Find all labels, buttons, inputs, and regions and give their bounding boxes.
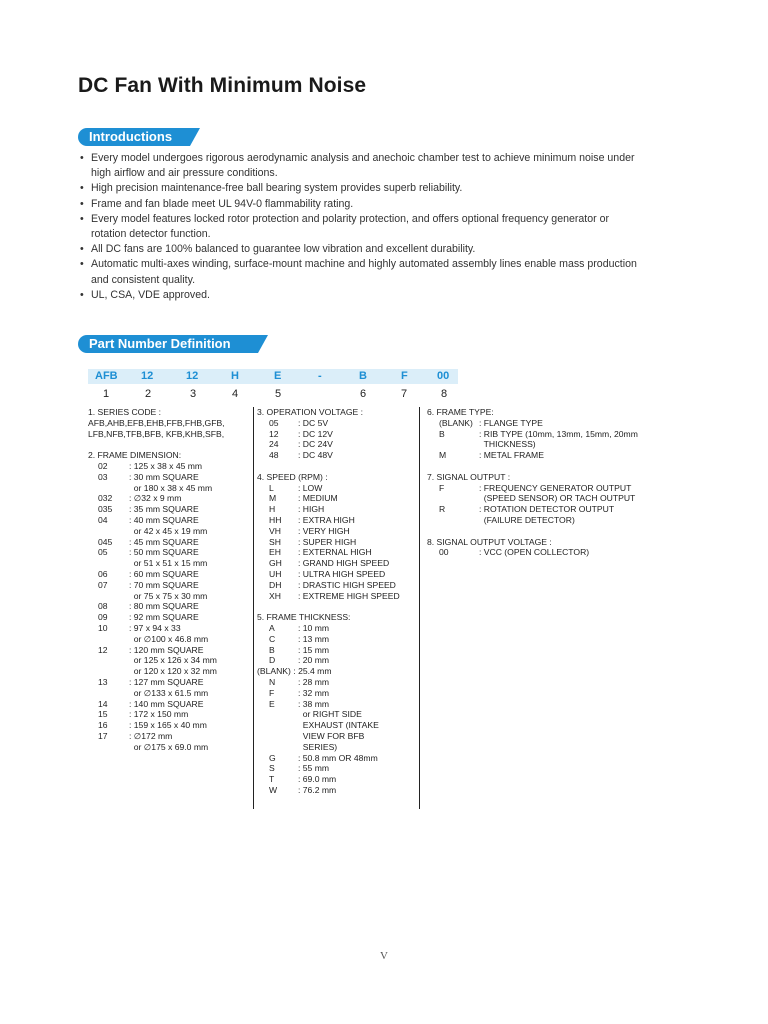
definition-row bbox=[88, 526, 248, 537]
definition-heading-text: AFB,AHB,EFB,EHB,FFB,FHB,GFB, bbox=[88, 417, 225, 428]
definition-value: (FAILURE DETECTOR) bbox=[479, 514, 575, 525]
definition-row bbox=[427, 439, 657, 450]
definition-code: D bbox=[269, 655, 276, 666]
definition-row bbox=[427, 429, 657, 440]
definition-heading-text: 6. FRAME TYPE: bbox=[427, 407, 494, 417]
list-item: • All DC fans are 100% balanced to guarantee low vibration and excellent durability. bbox=[80, 242, 640, 257]
definition-row bbox=[88, 547, 248, 558]
list-item: • Frame and fan blade meet UL 94V-0 flammability rating. bbox=[80, 197, 640, 212]
definition-row bbox=[427, 461, 657, 472]
definition-row bbox=[427, 547, 657, 558]
definition-code: C bbox=[269, 633, 276, 644]
definition-value: : DC 24V bbox=[298, 439, 333, 450]
part-number-definition-header: Part Number Definition bbox=[78, 335, 258, 353]
definition-row bbox=[257, 569, 417, 580]
definition-value: : 140 mm SQUARE bbox=[129, 698, 204, 709]
definition-row bbox=[257, 493, 417, 504]
definition-row bbox=[88, 537, 248, 548]
definition-row bbox=[88, 645, 248, 656]
definition-value: or 75 x 75 x 30 mm bbox=[129, 590, 208, 601]
definition-row bbox=[88, 472, 248, 483]
definition-heading-text: LFB,NFB,TFB,BFB, KFB,KHB,SFB, bbox=[88, 428, 225, 439]
definition-row bbox=[257, 753, 417, 764]
definition-row bbox=[257, 418, 417, 429]
definition-row bbox=[88, 439, 248, 450]
definition-row bbox=[257, 526, 417, 537]
definition-row bbox=[88, 461, 248, 472]
definition-value: or 120 x 120 x 32 mm bbox=[129, 666, 217, 677]
definition-code: 12 bbox=[269, 428, 279, 439]
part-code-signal-voltage: 00 bbox=[437, 370, 450, 382]
definition-row bbox=[427, 450, 657, 461]
definition-value: SERIES) bbox=[298, 741, 338, 752]
definition-value: or ∅100 x 46.8 mm bbox=[129, 633, 209, 644]
definition-row bbox=[88, 504, 248, 515]
definition-value: : ∅32 x 9 mm bbox=[129, 493, 182, 504]
definition-heading-text: (BLANK) : 25.4 mm bbox=[257, 666, 332, 677]
definition-value: : VCC (OPEN COLLECTOR) bbox=[479, 547, 590, 558]
definition-row bbox=[257, 763, 417, 774]
definition-row bbox=[88, 666, 248, 677]
definition-row bbox=[257, 785, 417, 796]
definition-value: : FLANGE TYPE bbox=[479, 417, 543, 428]
definition-column-3 bbox=[427, 407, 657, 558]
definition-value: : DC 48V bbox=[298, 450, 333, 461]
definition-value: : EXTREME HIGH SPEED bbox=[298, 590, 400, 601]
definition-value: : SUPER HIGH bbox=[298, 536, 357, 547]
definition-code: F bbox=[269, 687, 275, 698]
definition-value: : MEDIUM bbox=[298, 493, 338, 504]
definition-row bbox=[88, 515, 248, 526]
definition-code: DH bbox=[269, 579, 282, 590]
definition-row bbox=[257, 742, 417, 753]
definition-row bbox=[88, 720, 248, 731]
definition-row bbox=[88, 623, 248, 634]
definition-value: : EXTERNAL HIGH bbox=[298, 547, 372, 558]
column-divider bbox=[419, 407, 420, 809]
definition-heading bbox=[257, 472, 417, 483]
definition-value: : 97 x 94 x 33 bbox=[129, 622, 181, 633]
part-code-series: AFB bbox=[95, 370, 118, 382]
definition-value: : 40 mm SQUARE bbox=[129, 514, 199, 525]
definition-value: : 30 mm SQUARE bbox=[129, 471, 199, 482]
definition-code: 035 bbox=[98, 504, 113, 515]
definition-row bbox=[88, 742, 248, 753]
definition-value: : 28 mm bbox=[298, 676, 330, 687]
page-number: V bbox=[380, 950, 388, 962]
definition-value: : DRASTIC HIGH SPEED bbox=[298, 579, 396, 590]
definition-heading bbox=[427, 472, 657, 483]
definition-value: : LOW bbox=[298, 482, 323, 493]
position-number: 8 bbox=[441, 388, 448, 400]
definition-code: 02 bbox=[98, 460, 108, 471]
part-code-dimension: 12 bbox=[141, 370, 154, 382]
definition-value: : VERY HIGH bbox=[298, 525, 350, 536]
definition-value: : 38 mm bbox=[298, 698, 330, 709]
definition-value: or RIGHT SIDE bbox=[298, 709, 362, 720]
definition-row bbox=[88, 558, 248, 569]
definition-code: 03 bbox=[98, 471, 108, 482]
definition-row bbox=[257, 699, 417, 710]
definition-value: : 69.0 mm bbox=[298, 774, 337, 785]
definition-value: : ∅172 mm bbox=[129, 730, 173, 741]
definition-row bbox=[88, 580, 248, 591]
definition-heading-text: 3. OPERATION VOLTAGE : bbox=[257, 407, 364, 417]
definition-row bbox=[88, 655, 248, 666]
definition-code: (BLANK) bbox=[439, 417, 473, 428]
definition-heading bbox=[88, 418, 248, 429]
definition-row bbox=[257, 558, 417, 569]
definition-row bbox=[88, 601, 248, 612]
definition-row bbox=[427, 526, 657, 537]
definition-value: : 13 mm bbox=[298, 633, 330, 644]
position-number: 3 bbox=[190, 388, 197, 400]
definition-code: G bbox=[269, 752, 276, 763]
definition-row bbox=[257, 645, 417, 656]
definition-heading-text: 2. FRAME DIMENSION: bbox=[88, 450, 182, 461]
definition-heading bbox=[427, 407, 657, 418]
definition-row bbox=[257, 591, 417, 602]
introductions-header: Introductions bbox=[78, 128, 190, 146]
definition-code: VH bbox=[269, 525, 281, 536]
definition-value: : 60 mm SQUARE bbox=[129, 568, 199, 579]
definition-row bbox=[427, 483, 657, 494]
definition-value: : HIGH bbox=[298, 504, 325, 515]
definition-heading bbox=[427, 537, 657, 548]
definition-heading bbox=[88, 429, 248, 440]
definition-row bbox=[88, 634, 248, 645]
definition-value: : 172 x 150 mm bbox=[129, 709, 189, 720]
definition-value: : 70 mm SQUARE bbox=[129, 579, 199, 590]
definition-row bbox=[257, 483, 417, 494]
position-number: 5 bbox=[275, 388, 282, 400]
definition-row bbox=[257, 774, 417, 785]
definition-code: XH bbox=[269, 590, 281, 601]
definition-heading bbox=[88, 450, 248, 461]
definition-heading bbox=[257, 407, 417, 418]
definition-code: M bbox=[439, 450, 447, 461]
definition-value: : 32 mm bbox=[298, 687, 330, 698]
definition-value: : 127 mm SQUARE bbox=[129, 676, 204, 687]
definition-value: : 76.2 mm bbox=[298, 784, 337, 795]
definition-code: E bbox=[269, 698, 275, 709]
part-code-thickness: E bbox=[274, 370, 282, 382]
definition-row bbox=[257, 450, 417, 461]
definition-value: or ∅175 x 69.0 mm bbox=[129, 741, 209, 752]
definition-row bbox=[88, 569, 248, 580]
definition-code: 48 bbox=[269, 450, 279, 461]
definition-row bbox=[88, 699, 248, 710]
definition-row bbox=[88, 677, 248, 688]
definition-code: 10 bbox=[98, 622, 108, 633]
definition-code: HH bbox=[269, 514, 282, 525]
definition-value: : METAL FRAME bbox=[479, 450, 544, 461]
definition-value: : ULTRA HIGH SPEED bbox=[298, 568, 386, 579]
definition-row bbox=[257, 709, 417, 720]
column-divider bbox=[253, 407, 254, 809]
definition-value: or 125 x 126 x 34 mm bbox=[129, 655, 217, 666]
definition-code: 16 bbox=[98, 720, 108, 731]
definition-value: or ∅133 x 61.5 mm bbox=[129, 687, 209, 698]
definition-heading bbox=[257, 666, 417, 677]
definition-code: F bbox=[439, 482, 445, 493]
definition-code: 05 bbox=[98, 547, 108, 558]
definition-code: GH bbox=[269, 558, 282, 569]
definition-code: N bbox=[269, 676, 276, 687]
definition-code: S bbox=[269, 763, 275, 774]
definition-code: 032 bbox=[98, 493, 113, 504]
list-item: • High precision maintenance-free ball bearing system provides superb reliability. bbox=[80, 181, 640, 196]
definition-row bbox=[257, 634, 417, 645]
list-item: • UL, CSA, VDE approved. bbox=[80, 288, 640, 303]
definition-code: B bbox=[269, 644, 275, 655]
definition-value: : 80 mm SQUARE bbox=[129, 601, 199, 612]
position-number: 2 bbox=[145, 388, 152, 400]
definition-row bbox=[427, 418, 657, 429]
definition-value: : 35 mm SQUARE bbox=[129, 504, 199, 515]
definition-value: : FREQUENCY GENERATOR OUTPUT bbox=[479, 482, 632, 493]
definition-code: R bbox=[439, 504, 446, 515]
definition-row bbox=[257, 677, 417, 688]
definition-row bbox=[257, 655, 417, 666]
part-code-signal: F bbox=[401, 370, 408, 382]
definition-code: 17 bbox=[98, 730, 108, 741]
definition-row bbox=[257, 429, 417, 440]
definition-value: : 50 mm SQUARE bbox=[129, 547, 199, 558]
definition-value: : 120 mm SQUARE bbox=[129, 644, 204, 655]
introductions-list bbox=[80, 151, 640, 303]
definition-value: THICKNESS) bbox=[479, 439, 536, 450]
position-number: 7 bbox=[401, 388, 408, 400]
definition-code: 04 bbox=[98, 514, 108, 525]
definition-row bbox=[257, 731, 417, 742]
definition-row bbox=[427, 504, 657, 515]
definition-row bbox=[88, 591, 248, 602]
definition-code: UH bbox=[269, 568, 282, 579]
definition-row bbox=[257, 461, 417, 472]
definition-heading bbox=[257, 612, 417, 623]
definition-heading bbox=[88, 407, 248, 418]
list-item: • Automatic multi-axes winding, surface-mount machine and highly automated assembly lines enable mass production and consistent quality. bbox=[80, 257, 640, 287]
definition-column-2 bbox=[257, 407, 417, 796]
definition-row bbox=[88, 493, 248, 504]
definition-heading-text: 5. FRAME THICKNESS: bbox=[257, 612, 351, 623]
definition-row bbox=[257, 537, 417, 548]
definition-code: SH bbox=[269, 536, 281, 547]
definition-column-1 bbox=[88, 407, 248, 753]
definition-value: : 20 mm bbox=[298, 655, 330, 666]
definition-row bbox=[88, 612, 248, 623]
page-title: DC Fan With Minimum Noise bbox=[78, 74, 367, 97]
definition-code: 13 bbox=[98, 676, 108, 687]
definition-value: : DC 12V bbox=[298, 428, 333, 439]
list-item: • Every model undergoes rigorous aerodynamic analysis and anechoic chamber test to achieve minimum noise under high airflow and air pressure conditions. bbox=[80, 151, 640, 181]
definition-value: or 42 x 45 x 19 mm bbox=[129, 525, 208, 536]
definition-code: 14 bbox=[98, 698, 108, 709]
definition-value: : DC 5V bbox=[298, 417, 329, 428]
definition-row bbox=[257, 688, 417, 699]
definition-heading-text: 1. SERIES CODE : bbox=[88, 407, 162, 417]
position-number: 6 bbox=[360, 388, 367, 400]
definition-row bbox=[88, 709, 248, 720]
definition-value: or 51 x 51 x 15 mm bbox=[129, 558, 208, 569]
definition-value: VIEW FOR BFB bbox=[298, 730, 365, 741]
definition-code: 00 bbox=[439, 547, 449, 558]
definition-row bbox=[88, 688, 248, 699]
definition-value: : 159 x 165 x 40 mm bbox=[129, 720, 207, 731]
definition-heading-text: 4. SPEED (RPM) : bbox=[257, 471, 328, 482]
definition-value: : 15 mm bbox=[298, 644, 330, 655]
definition-value: : 10 mm bbox=[298, 622, 330, 633]
definition-value: (SPEED SENSOR) OR TACH OUTPUT bbox=[479, 493, 636, 504]
definition-row bbox=[257, 623, 417, 634]
definition-code: EH bbox=[269, 547, 281, 558]
definition-code: 09 bbox=[98, 612, 108, 623]
definition-code: A bbox=[269, 622, 275, 633]
definition-row bbox=[257, 504, 417, 515]
list-item: • Every model features locked rotor protection and polarity protection, and offers optional frequency generator or rotation detector function. bbox=[80, 212, 640, 242]
definition-row bbox=[88, 731, 248, 742]
definition-row bbox=[257, 720, 417, 731]
definition-value: EXHAUST (INTAKE bbox=[298, 720, 379, 731]
part-code-voltage: 12 bbox=[186, 370, 199, 382]
definition-row bbox=[257, 601, 417, 612]
definition-code: 06 bbox=[98, 568, 108, 579]
definition-row bbox=[257, 547, 417, 558]
definition-code: B bbox=[439, 428, 445, 439]
definition-value: : EXTRA HIGH bbox=[298, 514, 355, 525]
position-number: 4 bbox=[232, 388, 239, 400]
definition-code: 08 bbox=[98, 601, 108, 612]
definition-code: H bbox=[269, 504, 276, 515]
definition-value: : 45 mm SQUARE bbox=[129, 536, 199, 547]
part-code-speed: H bbox=[231, 370, 239, 382]
definition-row bbox=[257, 515, 417, 526]
definition-code: 24 bbox=[269, 439, 279, 450]
definition-code: 15 bbox=[98, 709, 108, 720]
part-code-frame-type: B bbox=[359, 370, 367, 382]
definition-row bbox=[427, 493, 657, 504]
definition-value: : 55 mm bbox=[298, 763, 330, 774]
definition-row bbox=[257, 580, 417, 591]
definition-row bbox=[88, 483, 248, 494]
definition-value: : GRAND HIGH SPEED bbox=[298, 558, 390, 569]
definition-code: T bbox=[269, 774, 275, 785]
definition-code: 05 bbox=[269, 417, 279, 428]
definition-heading-text: 8. SIGNAL OUTPUT VOLTAGE : bbox=[427, 536, 552, 547]
definition-value: or 180 x 38 x 45 mm bbox=[129, 482, 213, 493]
definition-code: L bbox=[269, 482, 274, 493]
definition-value: : 92 mm SQUARE bbox=[129, 612, 199, 623]
definition-row bbox=[257, 439, 417, 450]
definition-value: : 50.8 mm OR 48mm bbox=[298, 752, 378, 763]
definition-code: M bbox=[269, 493, 277, 504]
definition-heading-text: 7. SIGNAL OUTPUT : bbox=[427, 471, 511, 482]
definition-value: : 125 x 38 x 45 mm bbox=[129, 460, 203, 471]
definition-code: 045 bbox=[98, 536, 113, 547]
part-code-separator: - bbox=[318, 370, 322, 382]
definition-value: : ROTATION DETECTOR OUTPUT bbox=[479, 504, 615, 515]
definition-code: W bbox=[269, 784, 278, 795]
definition-value: : RIB TYPE (10mm, 13mm, 15mm, 20mm bbox=[479, 428, 638, 439]
position-number: 1 bbox=[103, 388, 110, 400]
definition-code: 12 bbox=[98, 644, 108, 655]
definition-row bbox=[427, 515, 657, 526]
definition-code: 07 bbox=[98, 579, 108, 590]
